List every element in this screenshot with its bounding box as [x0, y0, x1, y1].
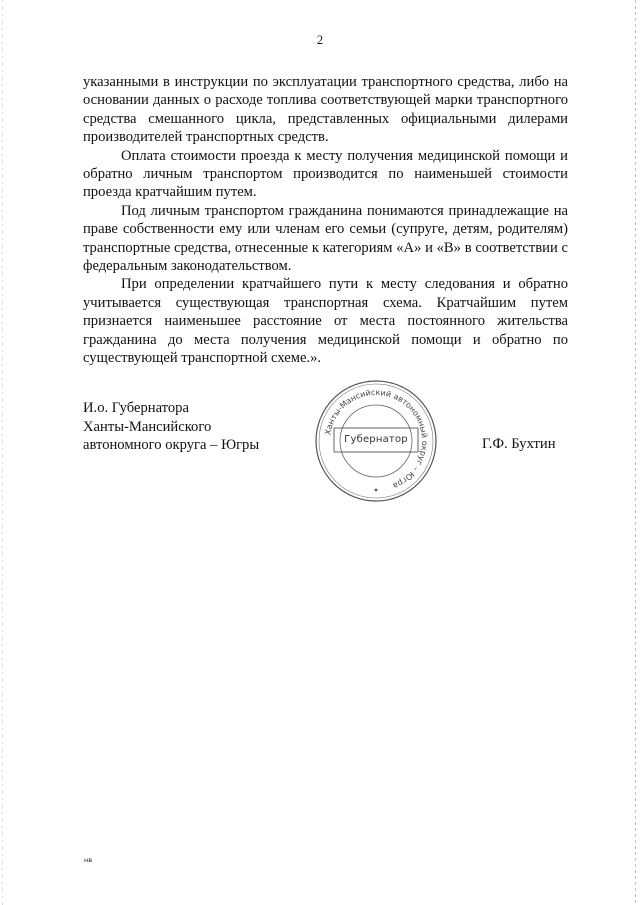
seal-center-text: Губернатор [344, 434, 408, 445]
seal-dot [375, 489, 378, 492]
seal-ring-text: Ханты-Мансийский автономный округ – Югра [323, 387, 430, 491]
signatory-line-1: И.о. Губернатора [83, 400, 189, 416]
signatory-line-2: Ханты-Мансийского [83, 418, 212, 435]
signatory-title [83, 399, 259, 455]
paragraph-personal-transport: Под личным транспортом гражданина понимаются принадлежащие на праве собственности ему или членам его семьи (супруге, детям, родителям) транспортные средства, отнесенные к категориям «А» и «В» в соответствии с федеральным законодательством. [83, 202, 568, 275]
page-number: 2 [316, 33, 324, 47]
official-seal [312, 379, 440, 503]
paragraph-travel-cost: Оплата стоимости проезда к месту получения медицинской помощи и обратно личным транспортом производится по наименьшей стоимости проезда кратчайшим путем. [83, 147, 568, 201]
signatory-line-3: автономного округа – Югры [83, 437, 260, 454]
document-body [83, 73, 568, 368]
paragraph-shortest-route: При определении кратчайшего пути к месту следования и обратно учитывается существующая транспортная схема. Кратчайшим путем признается наименьшее расстояние от места постоянного жительства гражданина до места получения медицинской помощи и обратно по существующей транспортной схеме.». [83, 276, 568, 367]
scan-edge-left [2, 0, 3, 905]
paragraph-continuation: указанными в инструкции по эксплуатации транспортного средства, либо на основании данных о расходе топлива соответствующей марки транспортного средства смешанного цикла, представленных официальными дилерами производителей транспортных средств. [83, 74, 568, 146]
signer-name: Г.Ф. Бухтин [482, 436, 556, 452]
scan-edge-right [635, 0, 636, 905]
footer-code: нв [84, 856, 93, 864]
